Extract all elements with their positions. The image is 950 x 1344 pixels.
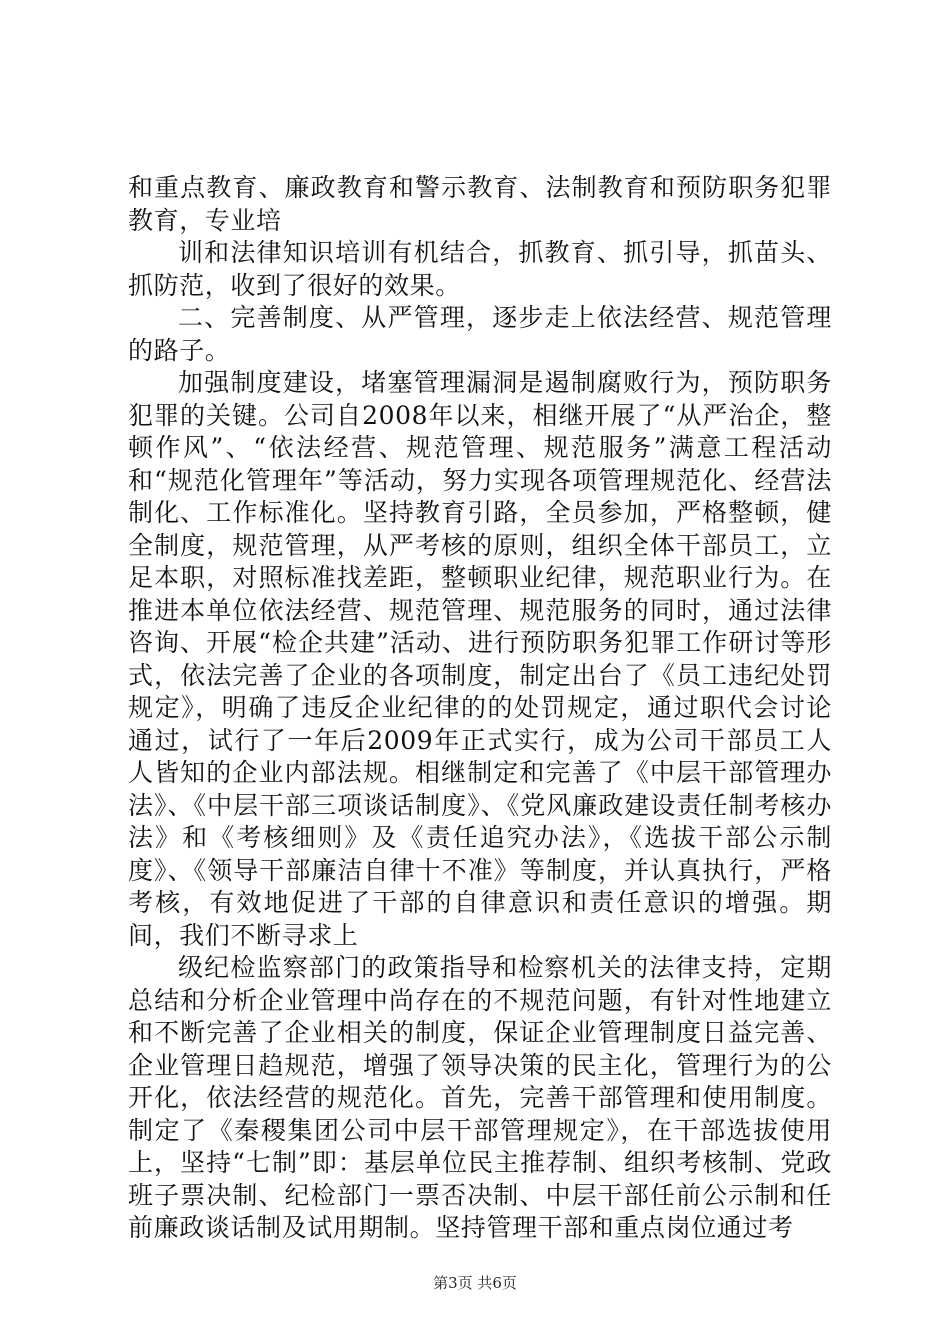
document-body (128, 172, 832, 1245)
paragraph-4: 级纪检监察部门的政策指导和检察机关的法律支持，定期总结和分析企业管理中尚存在的不规范问题，有针对性地建立和不断完善了企业相关的制度，保证企业管理制度日益完善、企业管理日趋规范，增强了领导决策的民主化，管理行为的公开化，依法经营的规范化。首先，完善干部管理和使用制度。制定了《秦稷集团公司中层干部管理规定》，在干部选拔使用上，坚持“七制”即：基层单位民主推荐制、组织考核制、党政班子票决制、纪检部门一票否决制、中层干部任前公示制和任前廉政谈话制及试用期制。坚持管理干部和重点岗位通过考 (128, 953, 832, 1242)
page-number-footer: 第3页 共6页 (433, 1274, 517, 1292)
paragraph-2: 训和法律知识培训有机结合，抓教育、抓引导，抓苗头、抓防范，收到了很好的效果。 (128, 238, 832, 300)
paragraph-1: 和重点教育、廉政教育和警示教育、法制教育和预防职务犯罪教育，专业培 (128, 173, 832, 235)
paragraph-3: 加强制度建设，堵塞管理漏洞是遏制腐败行为，预防职务犯罪的关键。公司自2008年以来，相继开展了“从严治企，整顿作风”、“依法经营、规范管理、规范服务”满意工程活动和“规范化管理年”等活动，努力实现各项管理规范化、经营法制化、工作标准化。坚持教育引路，全员参加，严格整顿，健全制度，规范管理，从严考核的原则，组织全体干部员工，立足本职，对照标准找差距，整顿职业纪律，规范职业行为。在推进本单位依法经营、规范管理、规范服务的同时，通过法律咨询、开展“检企共建”活动、进行预防职务犯罪工作研讨等形式，依法完善了企业的各项制度，制定出台了《员工违纪处罚规定》，明确了违反企业纪律的的处罚规定，通过职代会讨论通过，试行了一年后2009年正式实行，成为公司干部员工人人皆知的企业内部法规。相继制定和完善了《中层干部管理办法》、《中层干部三项谈话制度》、《党风廉政建设责任制考核办法》和《考核细则》及《责任追究办法》，《选拔干部公示制度》、《领导干部廉洁自律十不准》等制度，并认真执行，严格考核，有效地促进了干部的自律意识和责任意识的增强。期间，我们不断寻求上 (128, 368, 832, 950)
section-heading: 二、完善制度、从严管理，逐步走上依法经营、规范管理的路子。 (128, 303, 832, 365)
